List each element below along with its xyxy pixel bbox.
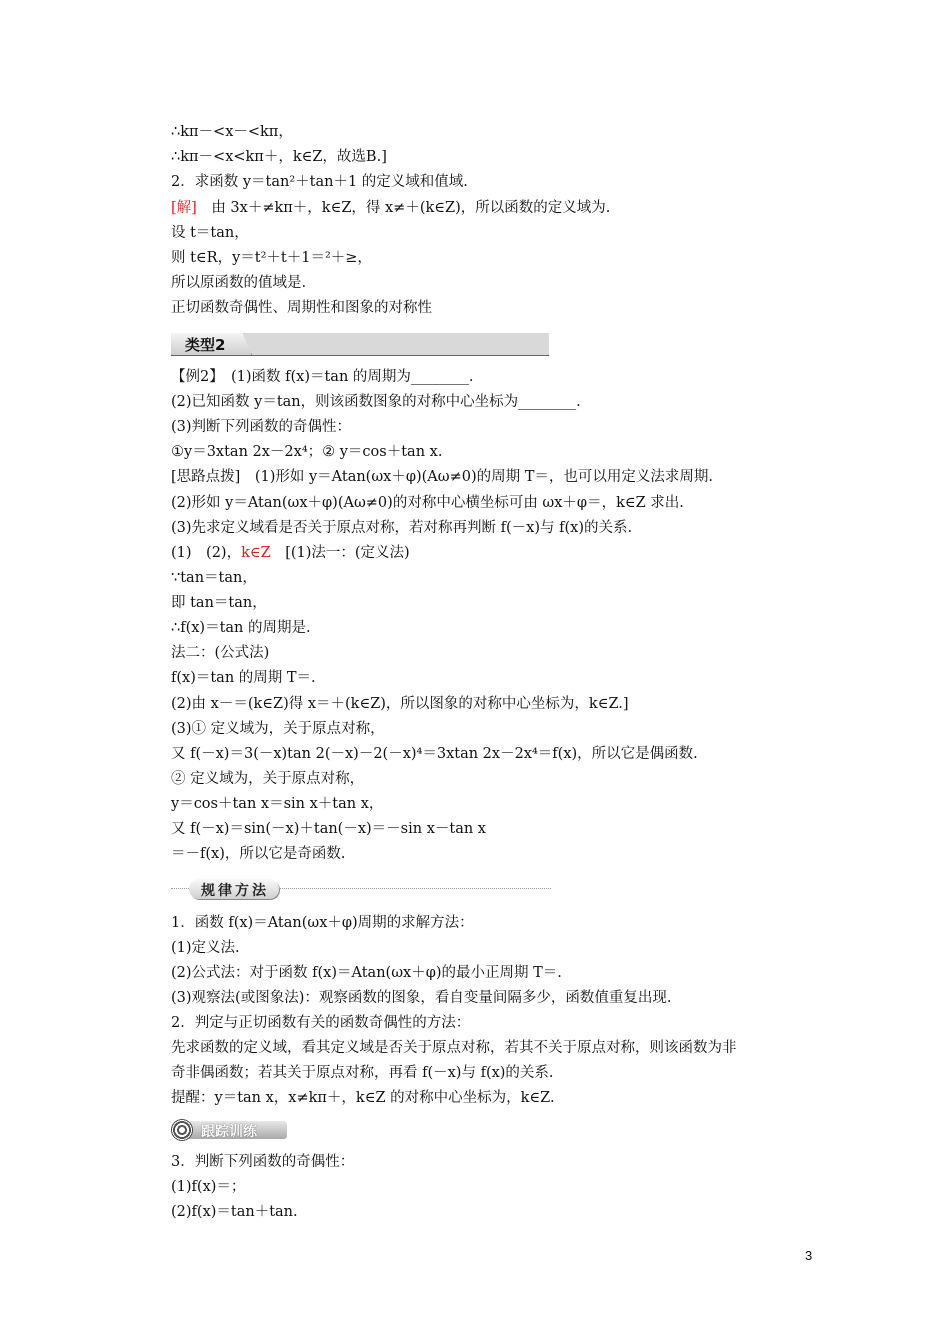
answer-prefix: (1) (2)， [171,545,242,561]
proof-line: ＝－f(x)，所以它是奇函数. [171,846,346,862]
training-line: (2)f(x)＝tan＋tan. [171,1204,298,1220]
method-header [171,879,551,899]
target-icon [171,1119,193,1141]
proof-line: (2)由 x－＝(k∈Z)得 x＝＋(k∈Z)，所以图象的对称中心坐标为，k∈Z.] [171,696,629,712]
training-header [171,1119,289,1141]
section-rule [171,355,549,356]
text-line: 设 t＝tan， [171,225,249,241]
training-label: 跟踪训练 [201,1124,257,1140]
answer-suffix: [(1)法一：(定义法) [270,545,410,561]
proof-line: (3)① 定义域为，关于原点对称， [171,721,385,737]
training-line: (1)f(x)＝； [171,1179,246,1195]
section-label: 类型2 [185,336,226,354]
example-line: (2)已知函数 y＝tan，则该函数图象的对称中心坐标为________. [171,394,581,410]
solution-line [171,198,610,218]
proof-line: ∴f(x)＝tan 的周期是. [171,620,311,636]
method-line: 奇非偶函数；若其关于原点对称，再看 f(－x)与 f(x)的关系. [171,1065,554,1081]
text-line: 所以原函数的值域是. [171,275,307,291]
text-line: 则 t∈R，y＝t²＋t＋1＝²＋≥， [171,250,372,266]
method-line: (3)观察法(或图象法)：观察函数的图象，看自变量间隔多少，函数值重复出现. [171,990,672,1006]
example-line: (3)判断下列函数的奇偶性： [171,419,352,435]
text-line: ∴kπ－<x－<kπ， [171,124,293,140]
example-line: ①y＝3xtan 2x－2x⁴；② y＝cos＋tan x. [171,444,443,460]
training-line: 3．判断下列函数的奇偶性： [171,1154,355,1170]
section-header-type2 [171,333,549,355]
answer-line [171,543,410,563]
method-line: 1．函数 f(x)＝Atan(ωx＋φ)周期的求解方法： [171,915,474,931]
proof-line: y＝cos＋tan x＝sin x＋tan x， [171,796,384,812]
method-line: (1)定义法. [171,940,240,956]
topic-heading: 正切函数奇偶性、周期性和图象的对称性 [171,300,432,316]
hint-line: (3)先求定义域看是否关于原点对称，若对称再判断 f(－x)与 f(x)的关系. [171,520,633,536]
method-label: 规律方法 [201,883,269,899]
method-line: (2)公式法：对于函数 f(x)＝Atan(ωx＋φ)的最小正周期 T＝. [171,965,562,981]
method-line: 先求函数的定义域，看其定义域是否关于原点对称，若其不关于原点对称，则该函数为非 [171,1040,737,1056]
text-line: ∴kπ－<x<kπ＋，k∈Z，故选B.] [171,149,387,165]
answer-red: k∈Z [241,545,271,561]
proof-line: ② 定义域为，关于原点对称， [171,771,365,787]
solution-text: 由 3x＋≠kπ＋，k∈Z，得 x≠＋(k∈Z)，所以函数的定义域为. [196,200,611,216]
hint-line: [思路点拨] (1)形如 y＝Atan(ωx＋φ)(Aω≠0)的周期 T＝，也可以用定义法求周期. [171,469,714,485]
solution-tag: [解] [171,200,197,216]
proof-line: 又 f(－x)＝3(－x)tan 2(－x)－2(－x)⁴＝3xtan 2x－2x⁴＝f(x)，所以它是偶函数. [171,746,698,762]
page-number: 3 [805,1248,813,1263]
proof-line: 即 tan＝tan， [171,595,267,611]
hint-line: (2)形如 y＝Atan(ωx＋φ)(Aω≠0)的对称中心横坐标可由 ωx＋φ＝，k∈Z 求出. [171,495,684,511]
method-line: 2．判定与正切函数有关的函数奇偶性的方法： [171,1015,471,1031]
proof-line: f(x)＝tan 的周期 T＝. [171,670,316,686]
proof-line: 法二：(公式法) [171,645,270,661]
proof-line: 又 f(－x)＝sin(－x)＋tan(－x)＝－sin x－tan x [171,821,486,837]
example-line: 【例2】 (1)函数 f(x)＝tan 的周期为________. [171,369,474,385]
proof-line: ∵tan＝tan， [171,570,257,586]
method-line: 提醒：y＝tan x，x≠kπ＋，k∈Z 的对称中心坐标为，k∈Z. [171,1090,555,1106]
problem-2: 2．求函数 y＝tan²＋tan＋1 的定义域和值域. [171,174,468,190]
